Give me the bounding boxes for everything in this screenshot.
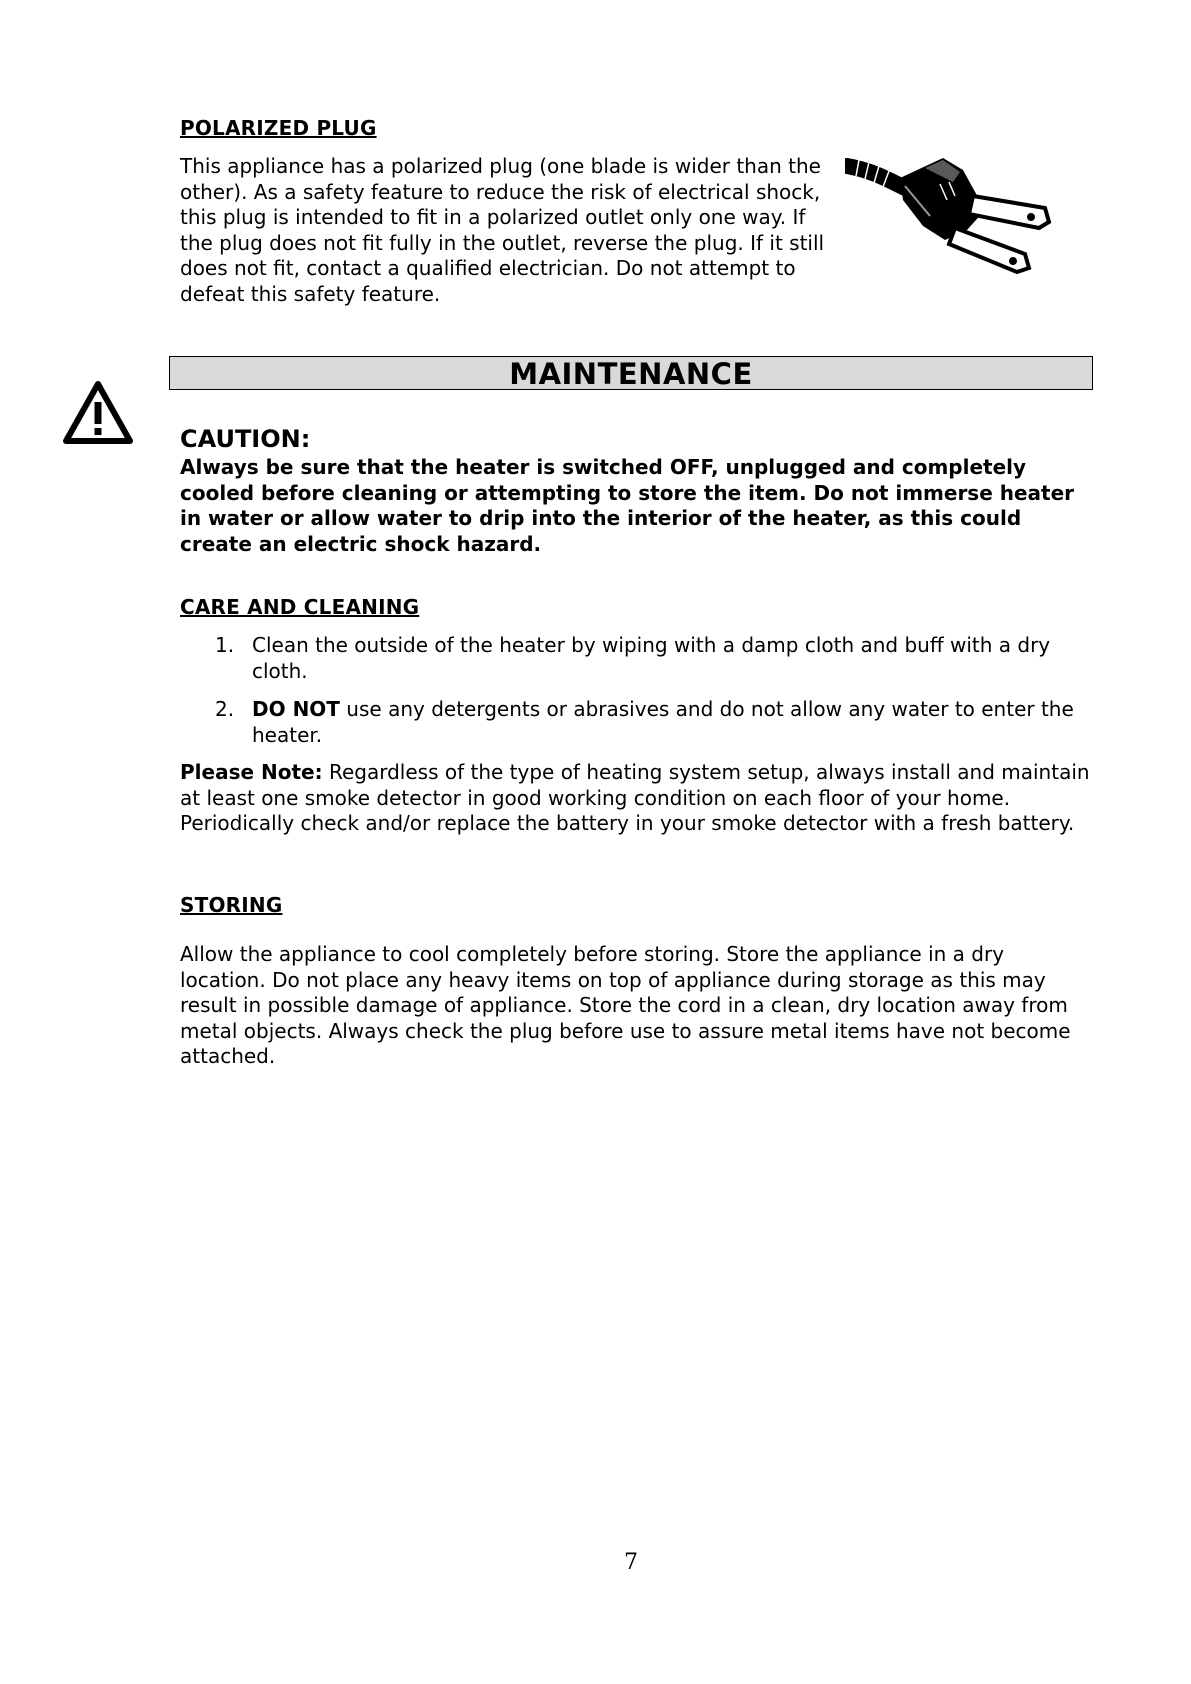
list-item-number: 1. — [215, 633, 235, 657]
polarized-plug-illustration — [845, 148, 1060, 283]
caution-text: Always be sure that the heater is switched OFF, unplugged and completely cooled before cleaning or attempting to store the item. Do not immerse heater in water or allow water to drip into the interior of the heater, as this could create an electric shock hazard. — [180, 455, 1075, 556]
polarized-plug-heading: POLARIZED PLUG — [180, 116, 377, 140]
warning-triangle-icon — [63, 380, 133, 444]
storing-heading: STORING — [180, 893, 283, 917]
list-item-bold-lead: DO NOT — [252, 697, 340, 721]
list-item-number: 2. — [215, 697, 235, 721]
storing-text: Allow the appliance to cool completely before storing. Store the appliance in a dry location. Do not place any heavy items on top of appliance during storage as this may result in possible damage of appliance. Store the cord in a clean, dry location away from metal objects. Always check the plug before use to assure metal items have not become attached. — [180, 942, 1071, 1069]
polarized-plug-text: This appliance has a polarized plug (one blade is wider than the other). As a safety feature to reduce the risk of electrical shock, this plug is intended to fit in a polarized outlet only one way. If the plug does not fit fully in the outlet, reverse the plug. If it still does not fit, contact a qualified electrician. Do not attempt to defeat this safety feature. — [180, 154, 825, 306]
caution-title: CAUTION: — [180, 425, 311, 453]
please-note-paragraph — [180, 760, 1095, 837]
maintenance-banner: MAINTENANCE — [169, 356, 1093, 390]
list-item-text: use any detergents or abrasives and do not allow any water to enter the heater. — [252, 697, 1074, 747]
please-note-text: Regardless of the type of heating system setup, always install and maintain at least one smoke detector in good working condition on each floor of your home. Periodically check and/or replace the battery in your smoke detector with a fresh battery. — [180, 760, 1090, 836]
please-note-label: Please Note: — [180, 760, 323, 784]
list-item-content — [252, 697, 1095, 748]
list-item-text: Clean the outside of the heater by wiping with a damp cloth and buff with a dry cloth. — [252, 633, 1051, 683]
care-and-cleaning-heading: CARE AND CLEANING — [180, 595, 420, 619]
list-item — [180, 697, 1095, 748]
page-number: 7 — [624, 1550, 638, 1575]
list-item — [180, 633, 1095, 684]
